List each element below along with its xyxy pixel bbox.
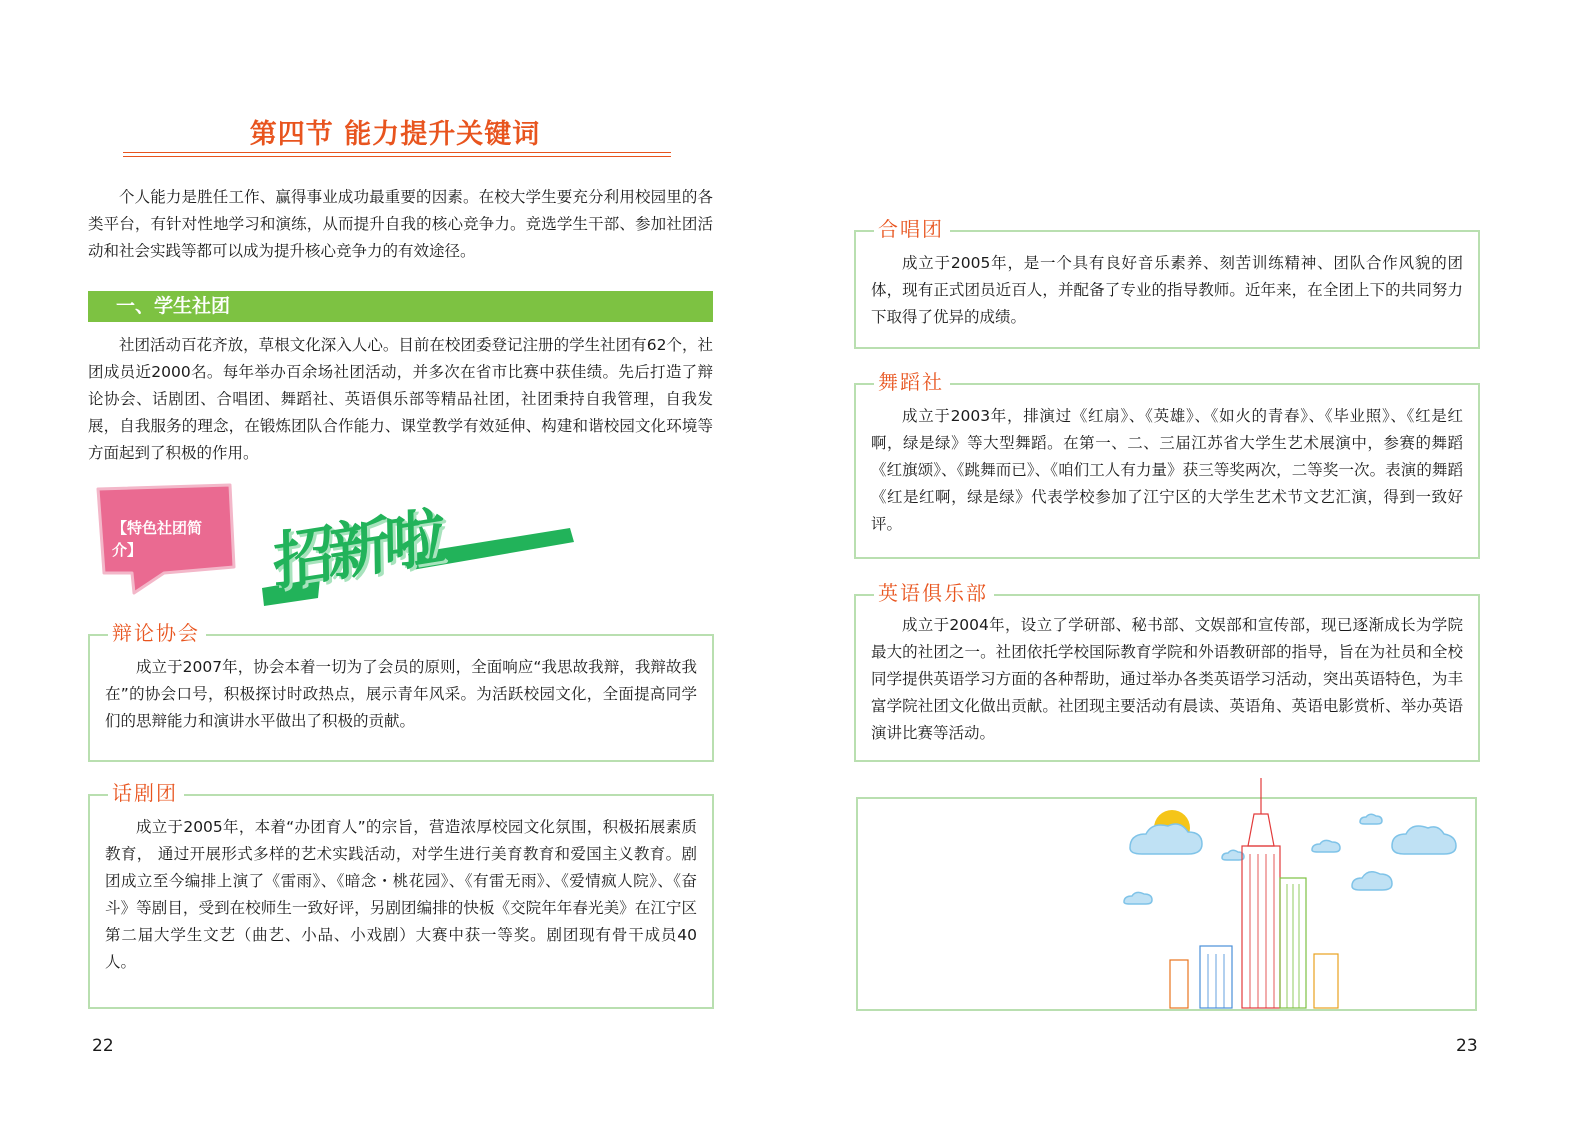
- banner-text: 招新啦: [272, 499, 440, 600]
- drama-club-title: 话剧团: [108, 780, 184, 806]
- section-title: 第四节 能力提升关键词: [249, 119, 541, 150]
- intro-paragraph: 个人能力是胜任工作、赢得事业成功最重要的因素。在校大学生要充分利用校园里的各类平台，有针对性地学习和演练，从而提升自我的核心竞争力。竞选学生干部、参加社团活动和社会实践等都可以成为提升核心竞争力的有效途径。: [88, 188, 713, 260]
- debate-club-box: [88, 634, 714, 762]
- english-club-title: 英语俱乐部: [874, 580, 994, 606]
- dance-club-text: 成立于2003年，排演过《红扇》、《英雄》、《如火的青春》、《毕业照》、《红是红啊，绿是绿》等大型舞蹈。在第一、二、三届江苏省大学生艺术展演中，参赛的舞蹈《红旗颂》、《跳舞而已》、《咱们工人有力量》获三等奖两次，二等奖一次。表演的舞蹈《红是红啊，绿是绿》代表学校参加了江宁区的大学生艺术节文艺汇演，得到一致好评。: [871, 407, 1463, 533]
- dance-club-title: 舞蹈社: [874, 369, 950, 395]
- title-rule-top: [123, 152, 671, 153]
- city-skyline-icon: [1120, 774, 1470, 1010]
- page-number-right: 23: [1456, 1036, 1478, 1056]
- city-skyline-illustration: [1120, 774, 1470, 1010]
- recruitment-banner: [258, 488, 578, 608]
- drama-club-box: [88, 794, 714, 1009]
- choir-box: [854, 230, 1480, 349]
- speech-bubble: [94, 483, 236, 595]
- debate-club-title: 辩论协会: [108, 620, 206, 646]
- dance-club-box: [854, 383, 1480, 559]
- choir-text: 成立于2005年，是一个具有良好音乐素养、刻苦训练精神、团队合作风貌的团体，现有正式团员近百人，并配备了专业的指导教师。近年来，在全团上下的共同努力下取得了优异的成绩。: [871, 254, 1463, 326]
- page-number-left: 22: [92, 1036, 114, 1056]
- subsection-header: 一、学生社团: [88, 291, 713, 322]
- english-club-text: 成立于2004年，设立了学研部、秘书部、文娱部和宣传部，现已逐渐成长为学院最大的社团之一。社团依托学校国际教育学院和外语教研部的指导，旨在为社员和全校同学提供英语学习方面的各种帮助，通过举办各类英语学习活动，突出英语特色，为丰富学院社团文化做出贡献。社团现主要活动有晨读、英语角、英语电影赏析、举办英语演讲比赛等活动。: [871, 616, 1463, 742]
- drama-club-text: 成立于2005年，本着“办团育人”的宗旨，营造浓厚校园文化氛围，积极拓展素质教育， 通过开展形式多样的艺术实践活动，对学生进行美育教育和爱国主义教育。剧团成立至今编排上演了《雷雨》、《暗念・桃花园》、《有雷无雨》、《爱情疯人院》、《奋斗》等剧目，受到在校师生一致好评，另剧团编排的快板《交院年年春光美》在江宁区第二届大学生文艺（曲艺、小品、小戏剧）大赛中获一等奖。剧团现有骨干成员40人。: [105, 818, 697, 971]
- clubs-overview-paragraph: 社团活动百花齐放，草根文化深入人心。目前在校团委登记注册的学生社团有62个，社团成员近2000名。每年举办百余场社团活动，并多次在省市比赛中获佳绩。先后打造了辩论协会、话剧团、合唱团、舞蹈社、英语俱乐部等精品社团，社团秉持自我管理，自我发展，自我服务的理念，在锻炼团队合作能力、课堂教学有效延伸、构建和谐校园文化环境等方面起到了积极的作用。: [88, 336, 713, 462]
- title-rule-bottom: [123, 156, 671, 157]
- english-club-box: [854, 594, 1480, 762]
- choir-title: 合唱团: [874, 216, 950, 242]
- bubble-text: 【特色社团简介】: [112, 519, 203, 559]
- debate-club-text: 成立于2007年，协会本着一切为了会员的原则，全面响应“我思故我辩，我辩故我在”的协会口号，积极探讨时政热点，展示青年风采。为活跃校园文化，全面提高同学们的思辩能力和演讲水平做出了积极的贡献。: [105, 658, 697, 730]
